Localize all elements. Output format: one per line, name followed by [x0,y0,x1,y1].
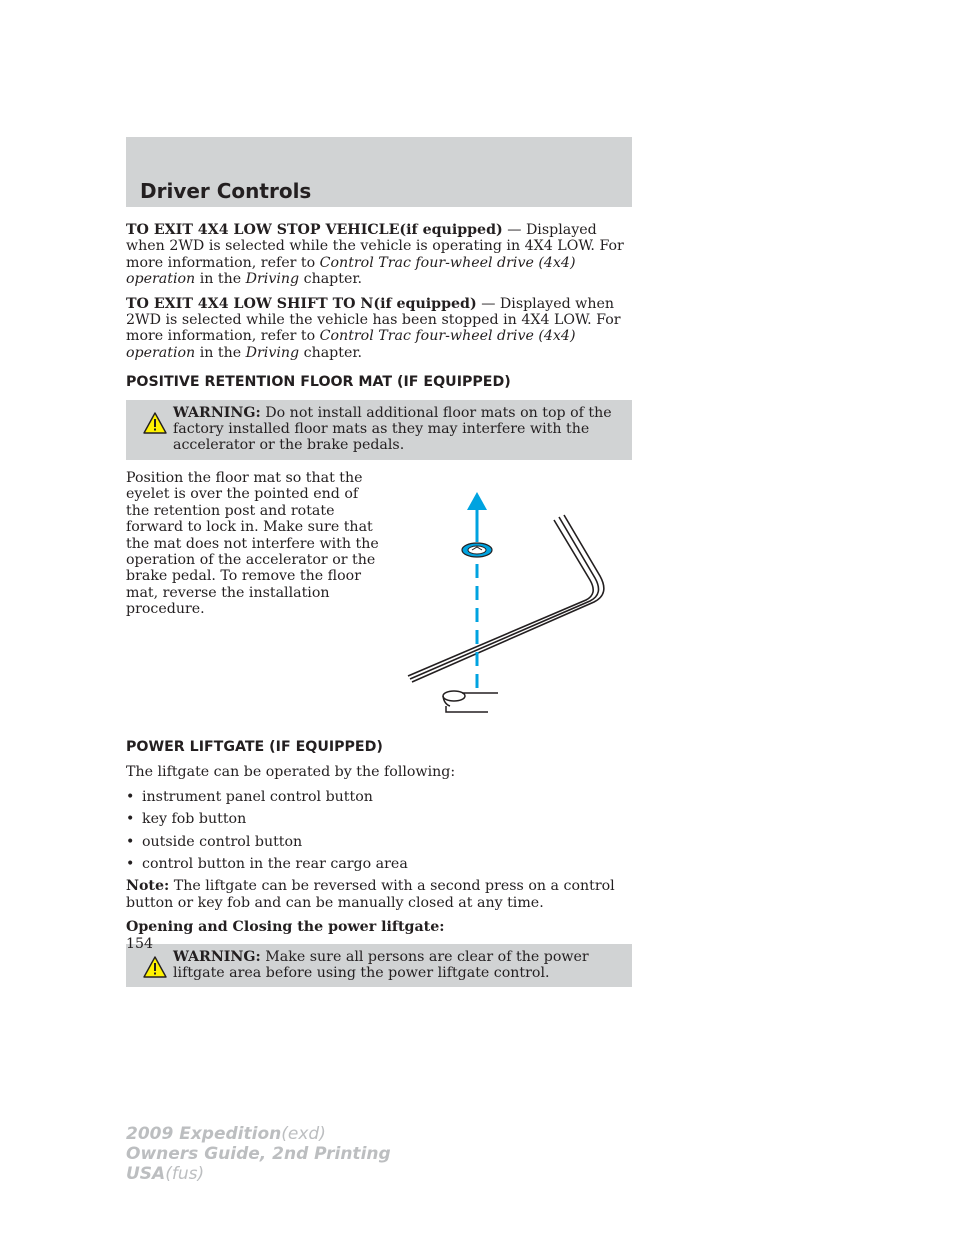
message-term: TO EXIT 4X4 LOW SHIFT TO N(if equipped) [126,295,477,312]
warning-label: WARNING: [173,948,261,965]
note-label: Note: [126,878,170,895]
power-liftgate-heading: POWER LIFTGATE (IF EQUIPPED) [126,738,383,755]
list-item-text: key fob button [142,811,247,828]
list-item [126,856,632,872]
warning-triangle-icon [143,412,167,434]
liftgate-operation-list [126,789,632,873]
list-item-text: outside control button [142,833,303,850]
footer-market-code: (fus) [165,1164,205,1184]
note-text: The liftgate can be reversed with a second press on a control button or key fob and can be manually closed at any time. [126,878,615,911]
list-item [126,811,632,827]
list-item-text: instrument panel control button [142,788,373,805]
message-text-mid: in the [195,344,246,361]
message-exit-4x4-shift [126,296,632,362]
message-text: Displayed when 2WD is selected while the vehicle has been stopped in 4X4 LOW. For more information, refer to [126,295,621,345]
floor-mat-heading: POSITIVE RETENTION FLOOR MAT (IF EQUIPPED) [126,374,511,391]
message-term: TO EXIT 4X4 LOW STOP VEHICLE(if equipped) [126,222,503,238]
floor-mat-warning-box [126,400,632,460]
footer-model-code: (exd) [281,1124,326,1144]
message-text-mid: in the [195,271,246,288]
dash: — [476,295,500,312]
footer-line-1 [126,1124,391,1144]
list-item [126,789,632,805]
warning-triangle-icon [143,956,167,978]
floor-mat-retention-diagram [404,468,624,724]
message-text-end: chapter. [299,344,363,361]
footer-line-2: Owners Guide, 2nd Printing [126,1144,391,1164]
bullet: • [126,833,135,850]
page-number: 154 [126,936,154,952]
chapter-header-band [126,137,632,207]
bullet: • [126,855,135,872]
floor-mat-section [126,470,632,726]
list-item [126,834,632,850]
liftgate-intro: The liftgate can be operated by the following: [126,764,456,781]
page-content [126,222,632,997]
message-text: Displayed when 2WD is selected while the vehicle is operating in 4X4 LOW. For more information, refer to [126,222,624,271]
floor-mat-instructions: Position the floor mat so that the eyelet is over the pointed end of the retention post and rotate forward to lock in. Make sure that the mat does not interfere with the operation of the accelerator or the brake pedal. To remove the floor mat, reverse the installation procedure. [126,469,379,618]
retention-post-icon [443,691,498,712]
warning-text: Do not install additional floor mats on top of the factory installed floor mats as they may interfere with the accelerator or the brake pedals. [173,404,612,454]
liftgate-warning-box [126,944,632,988]
warning-text: Make sure all persons are clear of the power liftgate area before using the power liftgate control. [173,948,589,981]
message-text-end: chapter. [299,271,363,288]
bullet: • [126,811,135,828]
cross-reference: Control Trac four-wheel drive (4x4) operation [126,254,576,288]
print-footer [126,1124,391,1184]
dash: — [502,222,526,238]
floor-mat-outline [408,515,604,682]
message-exit-4x4-stop [126,222,632,288]
footer-model: 2009 Expedition [126,1124,282,1144]
footer-market: USA [126,1164,166,1184]
chapter-title: Driver Controls [140,179,312,203]
liftgate-note [126,878,632,911]
warning-label: WARNING: [173,404,261,421]
chapter-reference: Driving [245,271,300,288]
list-item-text: control button in the rear cargo area [142,855,408,872]
liftgate-subheading: Opening and Closing the power liftgate: [126,919,445,936]
chapter-reference: Driving [245,344,300,361]
cross-reference: Control Trac four-wheel drive (4x4) operation [126,328,576,361]
footer-line-3 [126,1164,391,1184]
eyelet-icon [462,543,492,557]
bullet: • [126,788,135,805]
arrow-up-icon [467,492,487,510]
